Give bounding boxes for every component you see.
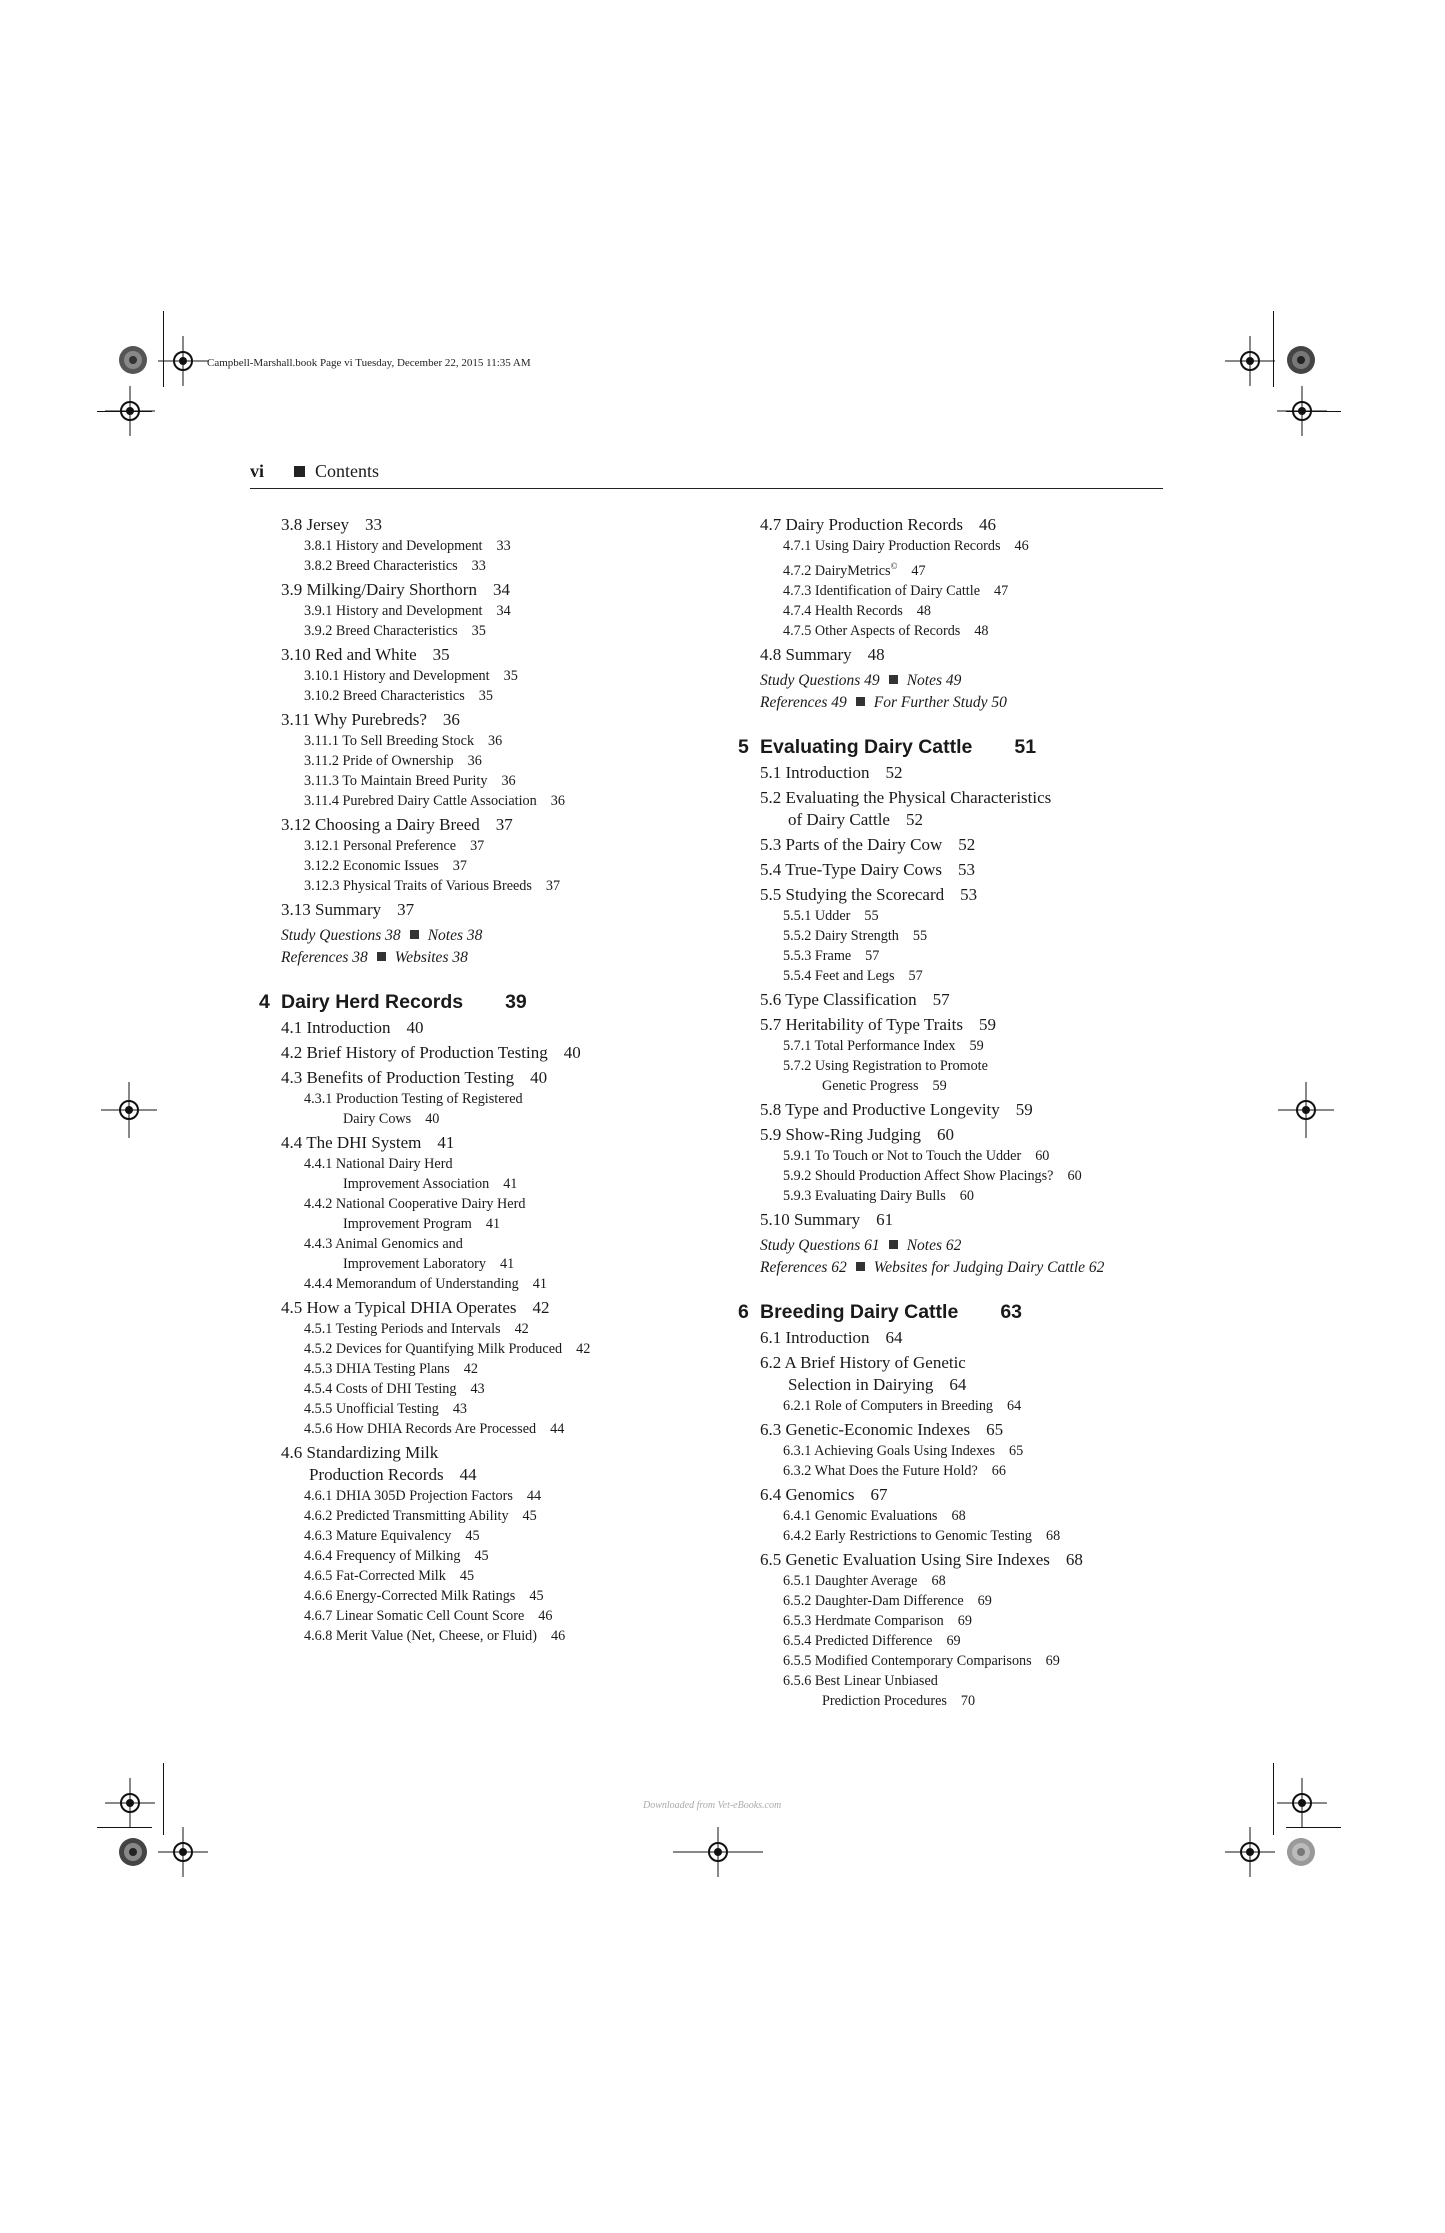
toc-subentry: 4.7.1 Using Dairy Production Records 46 [783,538,1029,554]
toc-entry: 3.9 Milking/Dairy Shorthorn 34 [281,580,510,599]
toc-entry: 5.2 Evaluating the Physical Characteristics of Dairy Cattle 52 [760,788,1052,829]
toc-subentry: 4.5.1 Testing Periods and Intervals 42 [304,1321,529,1337]
toc-entry: 6.3 Genetic-Economic Indexes 65 [760,1420,1004,1439]
toc-subentry: 4.4.2 National Cooperative Dairy Herd Improvement Program 41 [304,1196,526,1232]
toc-subentry: 6.5.5 Modified Contemporary Comparisons 69 [783,1653,1060,1669]
toc-subentry: 4.5.5 Unofficial Testing 43 [304,1401,468,1417]
toc-subentry: 6.3.2 What Does the Future Hold? 66 [783,1463,1006,1479]
square-bullet-icon [889,675,898,684]
toc-entry: 5.7 Heritability of Type Traits 59 [760,1015,996,1034]
toc-entry: 4.5 How a Typical DHIA Operates 42 [281,1298,550,1317]
running-head [250,461,379,482]
toc-column-left [259,511,701,1646]
toc-end-matter: References 62 Websites for Judging Dairy Cattle 62 [760,1259,1105,1276]
registration-mark-icon [158,336,208,386]
toc-subentry: 5.7.2 Using Registration to Promote Genetic Progress 59 [783,1058,988,1094]
toc-subentry: 6.5.1 Daughter Average 68 [783,1573,946,1589]
toc-subentry: 6.2.1 Role of Computers in Breeding 64 [783,1398,1022,1414]
toc-subentry: 3.11.3 To Maintain Breed Purity 36 [304,773,516,789]
toc-subentry: 4.5.3 DHIA Testing Plans 42 [304,1361,478,1377]
file-slug: Campbell-Marshall.book Page vi Tuesday, December 22, 2015 11:35 AM [207,357,531,369]
toc-subentry: 4.6.8 Merit Value (Net, Cheese, or Fluid) 46 [304,1628,566,1644]
toc-subentry: 4.6.7 Linear Somatic Cell Count Score 46 [304,1608,553,1624]
toc-subentry: 3.8.2 Breed Characteristics 33 [304,558,486,574]
registration-mark-icon [158,1827,208,1877]
registration-mark-icon [1278,1082,1334,1138]
header-rule [250,488,1163,489]
toc-entry: 3.12 Choosing a Dairy Breed 37 [281,815,513,834]
toc-end-matter: References 49 For Further Study 50 [760,694,1007,711]
toc-entry: 6.2 A Brief History of Genetic Selection in Dairying 64 [760,1353,967,1394]
toc-subentry: 3.12.1 Personal Preference 37 [304,838,485,854]
toc-subentry: 6.5.4 Predicted Difference 69 [783,1633,961,1649]
toc-subentry: 3.12.3 Physical Traits of Various Breeds 37 [304,878,561,894]
chapter-heading: 5 Evaluating Dairy Cattle 51 [738,736,1037,758]
color-wheel-icon [118,345,148,375]
toc-subentry: 4.7.3 Identification of Dairy Cattle 47 [783,583,1009,599]
registration-mark-icon [105,386,155,436]
toc-entry: 5.8 Type and Productive Longevity 59 [760,1100,1033,1119]
toc-column-right [738,511,1180,1711]
toc-entry: 5.1 Introduction 52 [760,763,903,782]
toc-subentry: 3.10.2 Breed Characteristics 35 [304,688,493,704]
toc-subentry: 4.6.5 Fat-Corrected Milk 45 [304,1568,475,1584]
registration-mark-icon [1225,336,1275,386]
toc-subentry: 5.5.4 Feet and Legs 57 [783,968,923,984]
toc-entry: 6.5 Genetic Evaluation Using Sire Indexes 68 [760,1550,1083,1569]
toc-subentry: 4.6.2 Predicted Transmitting Ability 45 [304,1508,537,1524]
toc-subentry: 4.7.5 Other Aspects of Records 48 [783,623,989,639]
toc-subentry: 3.11.1 To Sell Breeding Stock 36 [304,733,503,749]
toc-end-matter: Study Questions 61 Notes 62 [760,1237,962,1254]
toc-subentry: 6.5.2 Daughter-Dam Difference 69 [783,1593,992,1609]
toc-subentry: 6.5.3 Herdmate Comparison 69 [783,1613,972,1629]
toc-subentry: 5.5.3 Frame 57 [783,948,880,964]
toc-subentry: 3.10.1 History and Development 35 [304,668,518,684]
toc-subentry: 5.7.1 Total Performance Index 59 [783,1038,984,1054]
toc-subentry: 4.7.2 DairyMetrics© 47 [783,561,926,579]
square-bullet-icon [294,466,305,477]
toc-entry: 5.5 Studying the Scorecard 53 [760,885,978,904]
toc-subentry: 4.4.1 National Dairy Herd Improvement Association 41 [304,1156,518,1192]
toc-entry: 3.10 Red and White 35 [281,645,450,664]
toc-entry: 6.1 Introduction 64 [760,1328,903,1347]
toc-subentry: 3.11.4 Purebred Dairy Cattle Association 36 [304,793,565,809]
toc-subentry: 4.4.3 Animal Genomics and Improvement Laboratory 41 [304,1236,515,1272]
toc-entry: 4.2 Brief History of Production Testing 40 [281,1043,581,1062]
toc-subentry: 3.9.2 Breed Characteristics 35 [304,623,486,639]
toc-entry: 4.1 Introduction 40 [281,1018,424,1037]
toc-subentry: 6.4.2 Early Restrictions to Genomic Testing 68 [783,1528,1061,1544]
toc-subentry: 6.5.6 Best Linear Unbiased Prediction Procedures 70 [783,1673,976,1709]
toc-entry: 4.3 Benefits of Production Testing 40 [281,1068,548,1087]
toc-subentry: 5.5.1 Udder 55 [783,908,879,924]
registration-mark-icon [1277,1778,1327,1828]
toc-end-matter: References 38 Websites 38 [281,949,468,966]
chapter-heading: 6 Breeding Dairy Cattle 63 [738,1301,1023,1323]
toc-subentry: 5.5.2 Dairy Strength 55 [783,928,928,944]
square-bullet-icon [377,952,386,961]
toc-subentry: 5.9.2 Should Production Affect Show Placings? 60 [783,1168,1082,1184]
toc-subentry: 3.8.1 History and Development 33 [304,538,511,554]
square-bullet-icon [856,1262,865,1271]
toc-entry: 5.6 Type Classification 57 [760,990,950,1009]
running-head-title: Contents [315,461,380,481]
toc-subentry: 4.5.4 Costs of DHI Testing 43 [304,1381,485,1397]
page-number: vi [250,461,265,481]
square-bullet-icon [410,930,419,939]
toc-entry: 5.10 Summary 61 [760,1210,894,1229]
toc-subentry: 4.7.4 Health Records 48 [783,603,931,619]
toc-entry: 6.4 Genomics 67 [760,1485,888,1504]
toc-subentry: 4.5.2 Devices for Quantifying Milk Produced 42 [304,1341,591,1357]
registration-mark-icon [101,1082,157,1138]
toc-subentry: 3.11.2 Pride of Ownership 36 [304,753,482,769]
square-bullet-icon [856,697,865,706]
toc-subentry: 4.6.6 Energy-Corrected Milk Ratings 45 [304,1588,544,1604]
toc-subentry: 4.5.6 How DHIA Records Are Processed 44 [304,1421,565,1437]
toc-subentry: 4.6.1 DHIA 305D Projection Factors 44 [304,1488,542,1504]
toc-end-matter: Study Questions 49 Notes 49 [760,672,962,689]
toc-subentry: 6.4.1 Genomic Evaluations 68 [783,1508,966,1524]
registration-mark-icon [105,1778,155,1828]
toc-entry: 5.3 Parts of the Dairy Cow 52 [760,835,976,854]
color-wheel-icon [1286,345,1316,375]
toc-subentry: 4.3.1 Production Testing of Registered Dairy Cows 40 [304,1091,523,1127]
toc-entry: 4.7 Dairy Production Records 46 [760,515,997,534]
registration-mark-icon [1225,1827,1275,1877]
toc-subentry: 3.9.1 History and Development 34 [304,603,511,619]
toc-entry: 3.8 Jersey 33 [281,515,382,534]
toc-subentry: 4.6.3 Mature Equivalency 45 [304,1528,480,1544]
registration-mark-icon [1277,386,1327,436]
toc-subentry: 4.6.4 Frequency of Milking 45 [304,1548,489,1564]
registration-mark-icon [673,1827,763,1877]
chapter-heading: 4 Dairy Herd Records 39 [259,991,527,1013]
toc-entry: 3.11 Why Purebreds? 36 [281,710,460,729]
toc-entry: 5.4 True-Type Dairy Cows 53 [760,860,976,879]
square-bullet-icon [889,1240,898,1249]
toc-entry: 4.6 Standardizing Milk Production Records 44 [281,1443,477,1484]
color-wheel-icon [1286,1837,1316,1867]
download-watermark: Downloaded from Vet-eBooks.com [643,1800,782,1811]
toc-entry: 5.9 Show-Ring Judging 60 [760,1125,955,1144]
toc-subentry: 5.9.1 To Touch or Not to Touch the Udder 60 [783,1148,1050,1164]
color-wheel-icon [118,1837,148,1867]
toc-subentry: 6.3.1 Achieving Goals Using Indexes 65 [783,1443,1024,1459]
toc-subentry: 3.12.2 Economic Issues 37 [304,858,467,874]
toc-subentry: 5.9.3 Evaluating Dairy Bulls 60 [783,1188,974,1204]
toc-entry: 3.13 Summary 37 [281,900,415,919]
toc-end-matter: Study Questions 38 Notes 38 [281,927,483,944]
toc-entry: 4.8 Summary 48 [760,645,885,664]
toc-subentry: 4.4.4 Memorandum of Understanding 41 [304,1276,547,1292]
toc-entry: 4.4 The DHI System 41 [281,1133,455,1152]
